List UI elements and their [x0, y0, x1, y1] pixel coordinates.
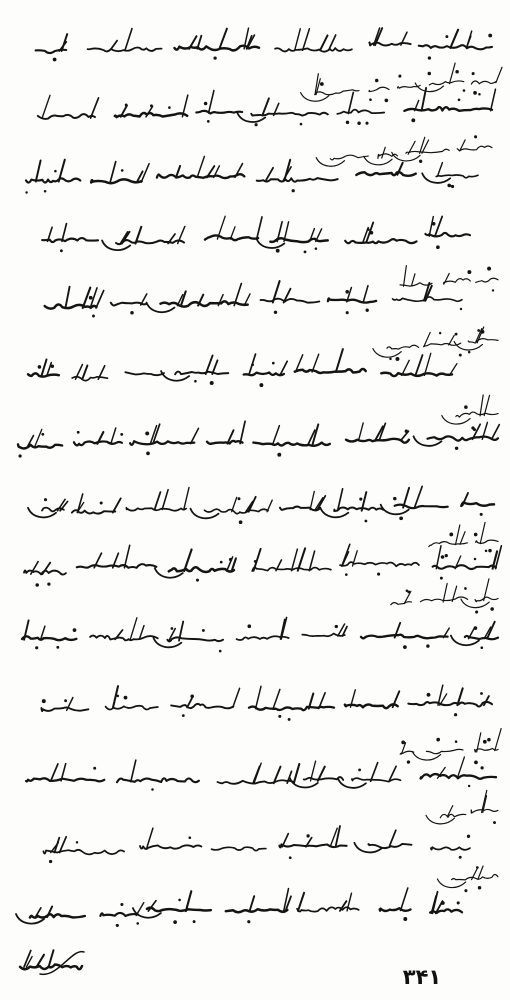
margin-note: [399, 729, 504, 770]
manuscript-line: [22, 618, 498, 653]
margin-note: [372, 326, 499, 363]
manuscript-line: [41, 685, 492, 721]
manuscript-line: [28, 349, 457, 387]
manuscript-line: [45, 281, 463, 317]
margin-note: [425, 790, 499, 829]
margin-note: [315, 133, 492, 171]
margin-note: [299, 60, 504, 108]
manuscript-line: [18, 421, 499, 457]
manuscript-line: [42, 216, 470, 253]
margin-note: [389, 578, 498, 619]
margin-note: [399, 259, 499, 298]
margin-note: [427, 522, 499, 559]
margin-note: [441, 394, 499, 425]
manuscript-line: [25, 156, 478, 193]
manuscript-line: [43, 826, 470, 863]
manuscript-line: [24, 544, 501, 586]
signature: [20, 950, 84, 974]
page-number: ۳۴۱: [402, 965, 442, 989]
manuscript-line: [36, 28, 493, 61]
margin-note: [437, 865, 499, 894]
manuscript-line: [16, 888, 462, 927]
manuscript-line: [26, 757, 496, 791]
manuscript-line: [28, 486, 494, 524]
manuscript-line: [38, 88, 496, 126]
